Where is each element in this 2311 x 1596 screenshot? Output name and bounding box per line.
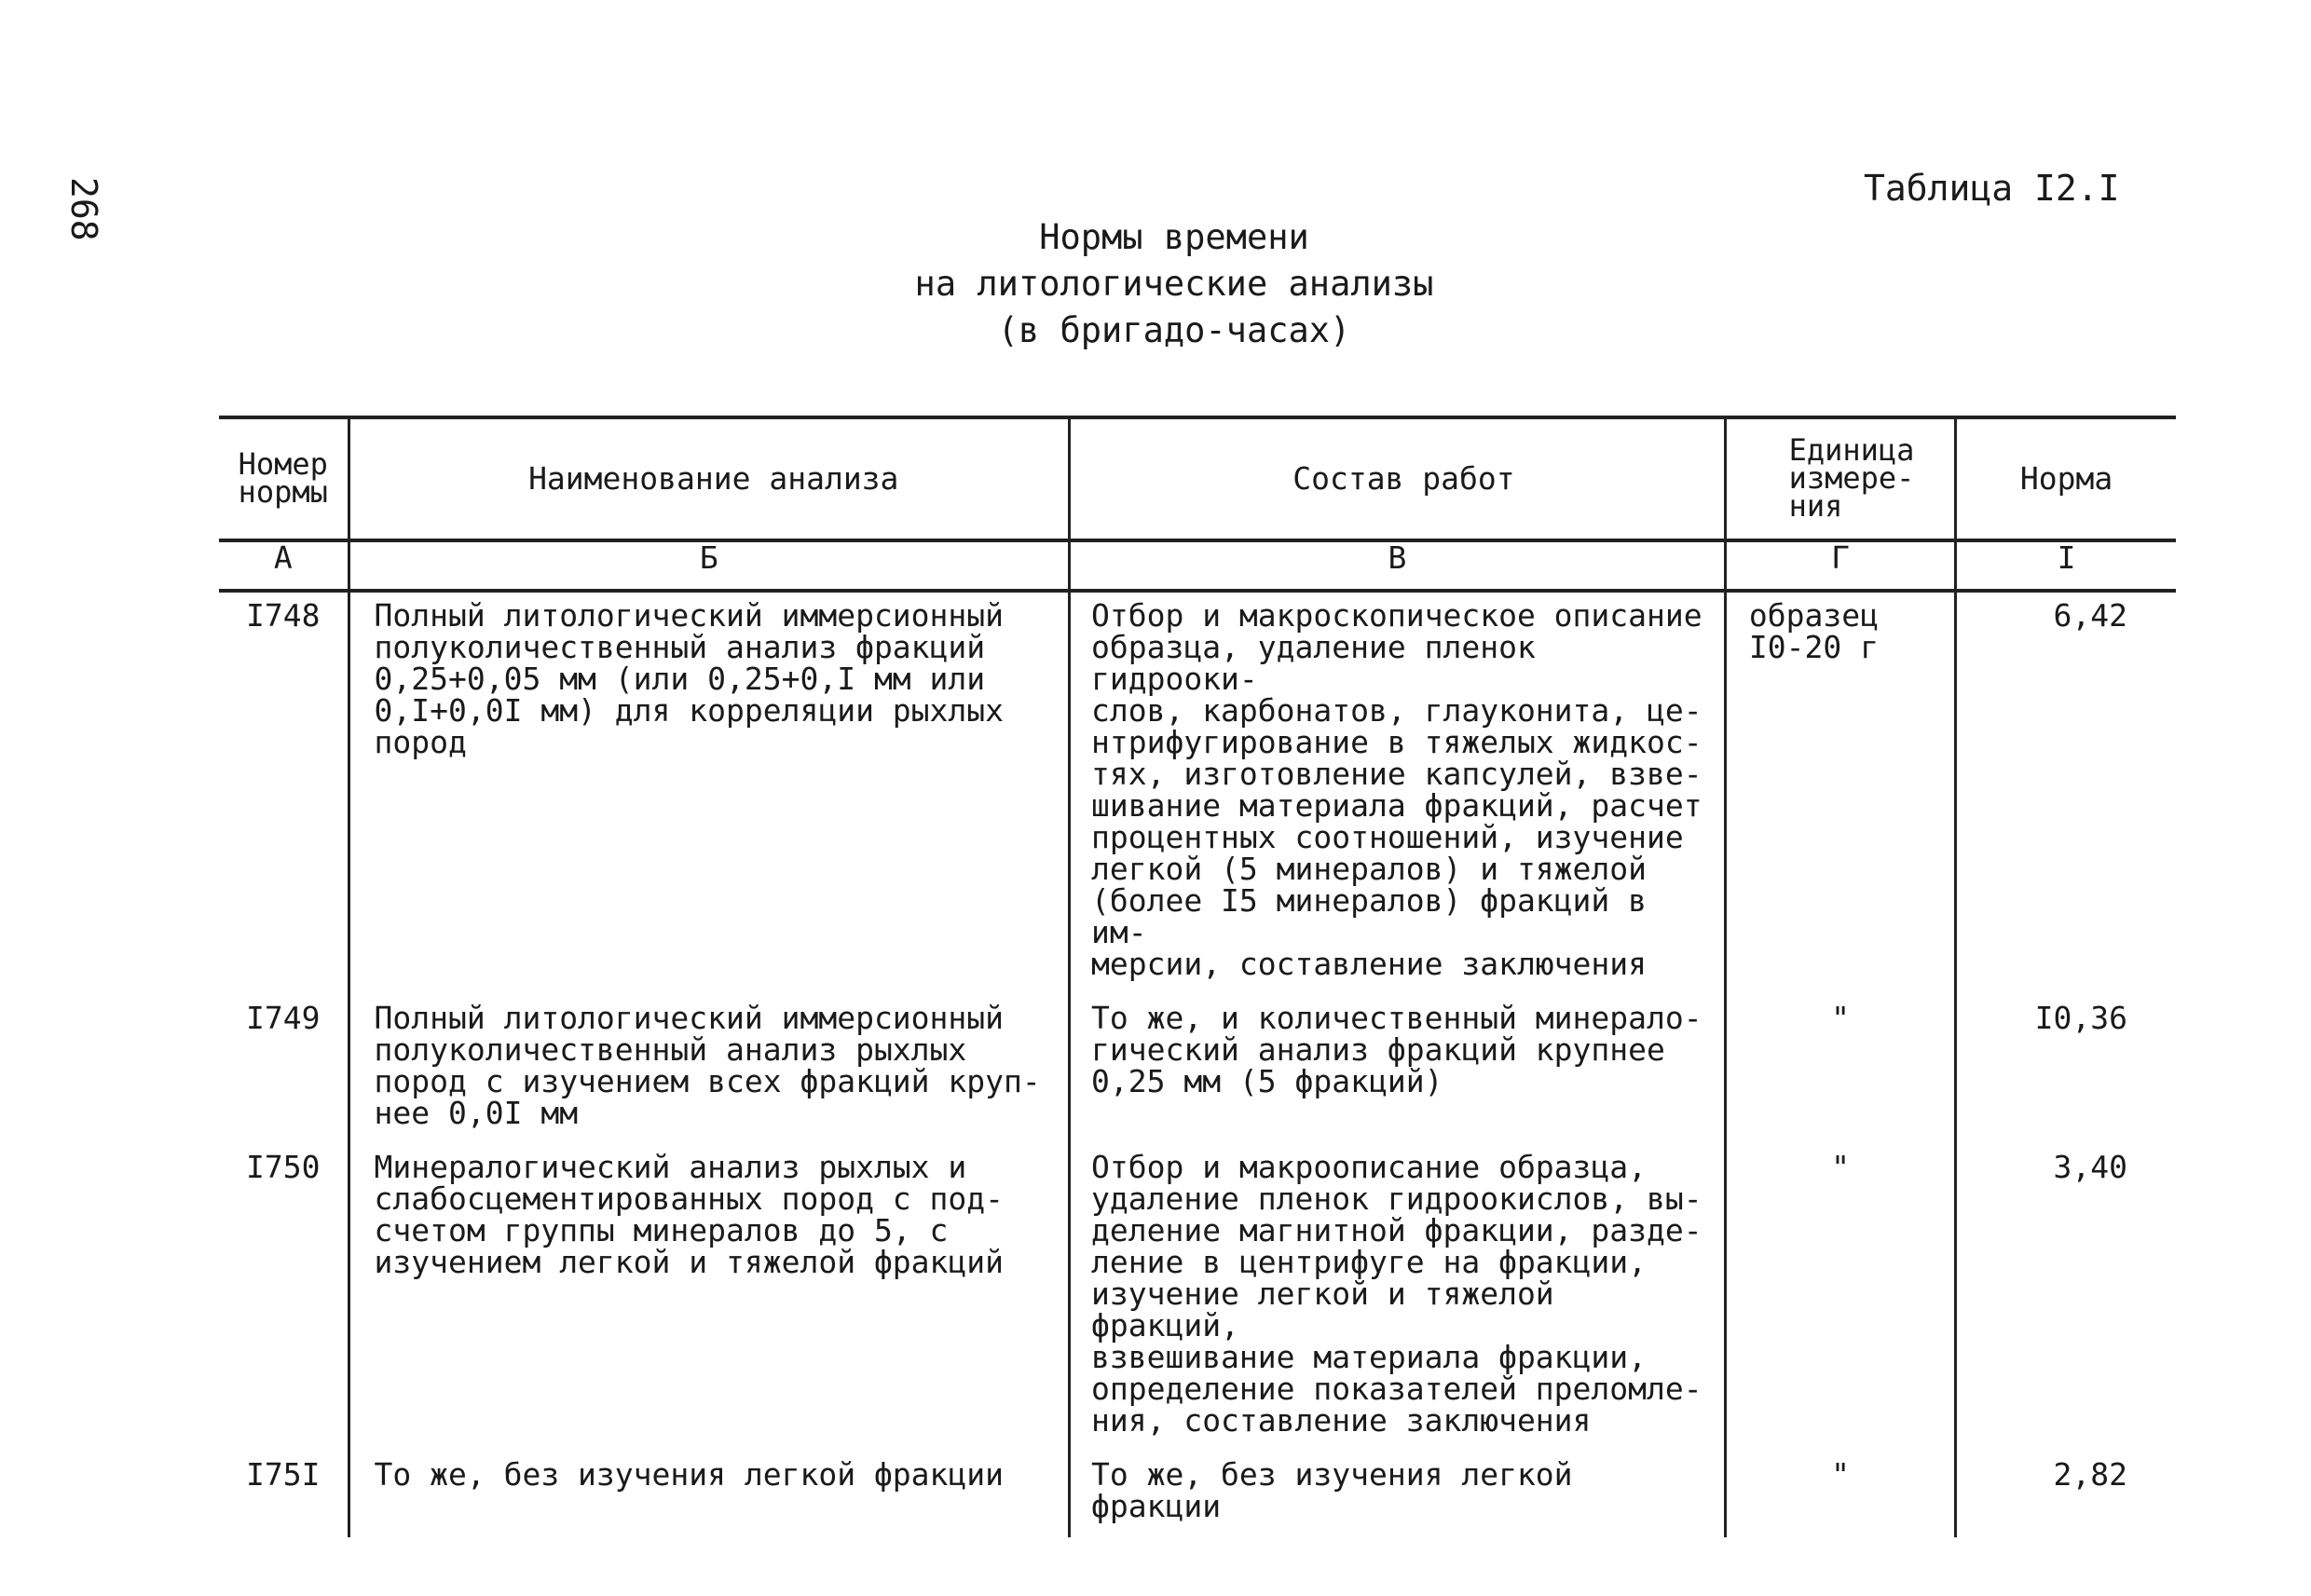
- title-line-2: на литологические анализы: [914, 264, 1434, 304]
- row-number: I749: [219, 995, 349, 1144]
- row-name-line: То же, без изучения легкой фракции: [374, 1456, 1005, 1493]
- table-row: [219, 995, 2176, 1144]
- row-norm: 3,40: [1956, 1144, 2176, 1452]
- row-unit: [1725, 591, 1955, 995]
- row-work-line: образца, удаление пленок гидрооки-: [1090, 629, 1536, 697]
- row-work-line: взвешивание материала фракции,: [1090, 1339, 1648, 1375]
- row-unit: [1725, 1144, 1955, 1452]
- row-work: [1069, 1452, 1725, 1537]
- row-work-line: легкой (5 минералов) и тяжелой: [1090, 851, 1648, 887]
- row-name: [349, 591, 1069, 995]
- row-work-line: процентных соотношений, изучение: [1090, 819, 1684, 855]
- row-work-line: 0,25 мм (5 фракций): [1090, 1063, 1443, 1099]
- row-name-line: Минералогический анализ рыхлых и: [374, 1149, 967, 1185]
- header-name: Наименование анализа: [349, 417, 1069, 540]
- ditto-mark: ": [1831, 1149, 1850, 1185]
- row-work-line: изучение легкой и тяжелой фракций,: [1090, 1275, 1554, 1344]
- row-work: [1069, 1144, 1725, 1452]
- row-work-line: шивание материала фракций, расчет: [1090, 787, 1702, 824]
- table-title: [0, 214, 2311, 354]
- row-name: [349, 1452, 1069, 1537]
- header-number-line-2: нормы: [238, 474, 328, 510]
- row-name-line: изучением легкой и тяжелой фракций: [374, 1244, 1005, 1280]
- row-work-line: тях, изготовление капсулей, взве-: [1090, 756, 1702, 792]
- row-name: [349, 1144, 1069, 1452]
- row-work: [1069, 995, 1725, 1144]
- letter-b: Б: [349, 540, 1069, 591]
- row-number: I75I: [219, 1452, 349, 1537]
- header-unit: [1725, 417, 1955, 540]
- header-unit-line-3: ния: [1788, 488, 1843, 524]
- letter-e: I: [1956, 540, 2176, 591]
- row-work-line: удаление пленок гидроокислов, вы-: [1090, 1180, 1702, 1217]
- row-norm: 6,42: [1956, 591, 2176, 995]
- row-name-line: пород с изучением всех фракций круп-: [374, 1063, 1041, 1099]
- row-work-line: деление магнитной фракции, разде-: [1090, 1212, 1702, 1248]
- row-work-line: ния, составление заключения: [1090, 1402, 1592, 1439]
- letter-c: В: [1069, 540, 1725, 591]
- ditto-mark: ": [1831, 1456, 1850, 1493]
- row-work-line: нтрифугирование в тяжелых жидкос-: [1090, 724, 1702, 760]
- row-work-line: слов, карбонатов, глауконита, це-: [1090, 692, 1702, 729]
- row-name-line: 0,I+0,0I мм) для корреляции рыхлых: [374, 692, 1005, 729]
- row-number: I750: [219, 1144, 349, 1452]
- row-unit: [1725, 995, 1955, 1144]
- column-letters-row: [219, 540, 2176, 591]
- row-work-line: гический анализ фракций крупнее: [1090, 1031, 1665, 1068]
- title-line-3: (в бригадо-часах): [997, 310, 1351, 350]
- row-name-line: полуколичественный анализ фракций: [374, 629, 986, 665]
- row-name-line: Полный литологический иммерсионный: [374, 1000, 1005, 1036]
- row-work: [1069, 591, 1725, 995]
- row-work-line: То же, без изучения легкой фракции: [1090, 1456, 1573, 1524]
- row-work-line: (более I5 минералов) фракций в им-: [1090, 882, 1648, 950]
- header-unit-line-2: измере-: [1788, 460, 1915, 496]
- row-name-line: полуколичественный анализ рыхлых: [374, 1031, 967, 1068]
- row-work-line: Отбор и макроописание образца,: [1090, 1149, 1648, 1185]
- row-norm: I0,36: [1956, 995, 2176, 1144]
- ditto-mark: ": [1831, 1000, 1850, 1036]
- row-work-line: мерсии, составление заключения: [1090, 946, 1648, 982]
- row-name-line: слабосцементированных пород с под-: [374, 1180, 1005, 1217]
- title-line-1: Нормы времени: [1039, 217, 1309, 257]
- row-name-line: пород: [374, 724, 467, 760]
- row-unit-line: образец: [1748, 597, 1879, 634]
- row-name-line: 0,25+0,05 мм (или 0,25+0,I мм или: [374, 661, 986, 697]
- row-name: [349, 995, 1069, 1144]
- row-unit-line: I0-20 г: [1748, 629, 1879, 665]
- row-norm: 2,82: [1956, 1452, 2176, 1537]
- header-number: [219, 417, 349, 540]
- table-label: Таблица I2.I: [1864, 168, 2120, 209]
- row-unit: [1725, 1452, 1955, 1537]
- table-row: [219, 1452, 2176, 1537]
- header-number-line-1: Номер: [238, 446, 328, 482]
- row-name-line: нее 0,0I мм: [374, 1095, 579, 1131]
- row-work-line: определение показателей преломле-: [1090, 1371, 1702, 1407]
- header-work: Состав работ: [1069, 417, 1725, 540]
- header-norm: Норма: [1956, 417, 2176, 540]
- row-name-line: Полный литологический иммерсионный: [374, 597, 1005, 634]
- letter-a: А: [219, 540, 349, 591]
- header-row: [219, 417, 2176, 540]
- letter-d: Г: [1725, 540, 1955, 591]
- row-number: I748: [219, 591, 349, 995]
- row-work-line: Отбор и макроскопическое описание: [1090, 597, 1702, 634]
- table-row: [219, 591, 2176, 995]
- row-work-line: То же, и количественный минерало-: [1090, 1000, 1702, 1036]
- page-number: 268: [63, 177, 104, 241]
- row-work-line: ление в центрифуге на фракции,: [1090, 1244, 1648, 1280]
- table-row: [219, 1144, 2176, 1452]
- header-unit-line-1: Единица: [1788, 432, 1915, 468]
- norms-table: [219, 416, 2176, 1537]
- row-name-line: счетом группы минералов до 5, с: [374, 1212, 949, 1248]
